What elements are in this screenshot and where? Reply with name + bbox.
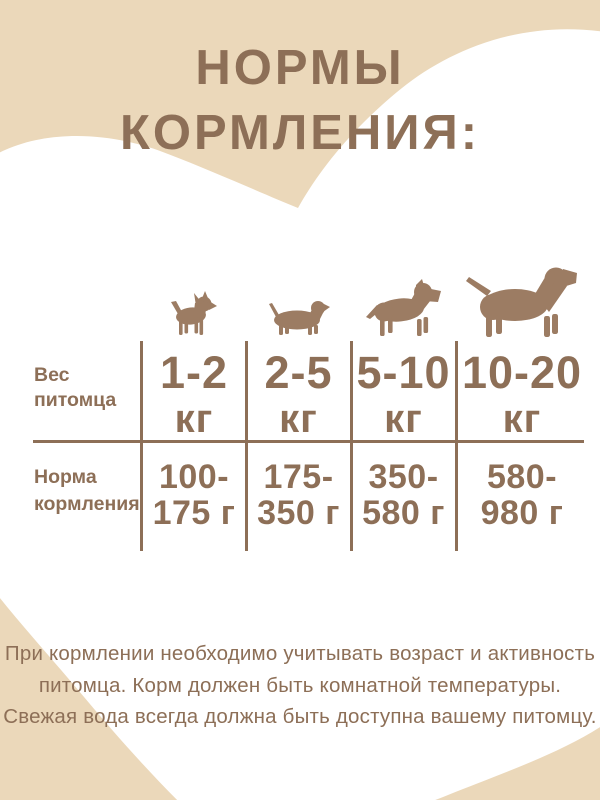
weight-cell-1 xyxy=(142,349,246,443)
footer-line-2: питомца. Корм должен быть комнатной температуры. xyxy=(38,673,562,697)
footer-line-3: Свежая вода всегда должна быть доступна вашему питомцу. xyxy=(3,705,597,728)
norm-value-line-1: 175- xyxy=(263,458,334,496)
weight-label-line-2: питомца xyxy=(34,388,117,411)
norm-row-label xyxy=(34,464,140,518)
weight-unit: кг xyxy=(502,397,542,441)
norm-label-line-2: кормления xyxy=(34,493,140,515)
weight-cell-2 xyxy=(247,349,350,443)
norm-cell-2 xyxy=(247,459,350,531)
dachshund-icon xyxy=(266,297,330,337)
title-line-1: НОРМЫ xyxy=(195,41,405,95)
norm-value-line-2: 580 г xyxy=(362,494,445,532)
footer-note xyxy=(0,638,600,733)
norm-cell-3 xyxy=(352,459,455,531)
norm-value-line-1: 580- xyxy=(486,458,558,496)
page-title xyxy=(0,36,600,166)
norm-cell-1 xyxy=(142,459,246,531)
title-line-2: КОРМЛЕНИЯ: xyxy=(119,106,481,160)
weight-row-label xyxy=(34,363,140,412)
weight-value: 1-2 xyxy=(159,347,229,398)
schnauzer-icon xyxy=(364,279,442,337)
weight-value: 10-20 xyxy=(461,347,583,398)
weight-unit: кг xyxy=(384,397,423,441)
norm-label-line-1: Норма xyxy=(34,466,97,488)
norm-value-line-2: 175 г xyxy=(152,494,236,532)
weight-cell-3 xyxy=(352,349,455,443)
chihuahua-icon xyxy=(169,291,219,337)
weight-value: 5-10 xyxy=(356,347,451,398)
weight-cell-4 xyxy=(457,349,587,443)
retriever-icon xyxy=(465,264,577,337)
footer-line-1: При кормлении необходимо учитывать возраст и активность xyxy=(4,642,596,665)
norm-value-line-1: 350- xyxy=(368,458,439,496)
weight-label-line-1: Вес xyxy=(34,364,70,386)
norm-value-line-2: 350 г xyxy=(257,494,340,532)
weight-value: 2-5 xyxy=(264,347,333,398)
norm-value-line-2: 980 г xyxy=(480,494,564,532)
norm-value-line-1: 100- xyxy=(158,458,230,496)
weight-unit: кг xyxy=(279,397,318,441)
weight-unit: кг xyxy=(174,397,214,441)
norm-cell-4 xyxy=(457,459,587,531)
